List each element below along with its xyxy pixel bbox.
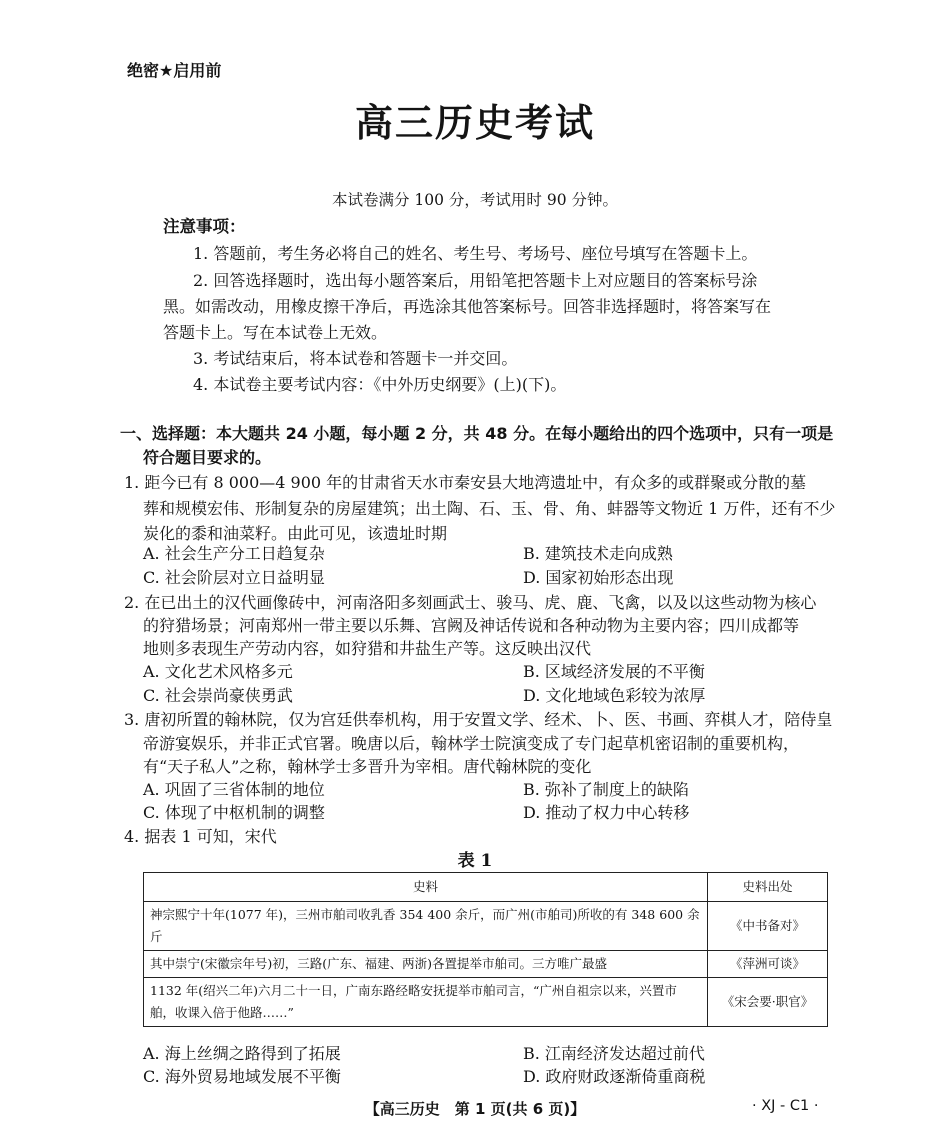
q3-stem-line-2: 帝游宴娱乐，并非正式官署。晚唐以后，翰林学士院演变成了专门起草机密诏制的重要机构， [143,734,800,753]
cell-source-text: 其中崇宁(宋徽宗年号)初，三路(广东、福建、两浙)各置提举市舶司。三方唯广最盛 [144,951,708,978]
note-line-1: 1. 答题前，考生务必将自己的姓名、考生号、考场号、座位号填写在答题卡上。 [193,244,758,263]
table-header-row [144,873,828,902]
table-row [144,902,828,951]
cell-source-origin: 《宋会要·职官》 [708,978,828,1027]
cell-source-text: 神宗熙宁十年(1077 年)，三州市舶司收乳香 354 400 余斤，而广州(市舶司)所收的有 348 600 余斤 [144,902,708,951]
q4-stem-line-1: 4. 据表 1 可知，宋代 [124,827,277,846]
q3-option-b[interactable]: B. 弥补了制度上的缺陷 [523,780,689,799]
q1-stem-line-2: 葬和规模宏伟、形制复杂的房屋建筑；出土陶、石、玉、骨、角、蚌器等文物近 1 万件，还有不少 [143,499,836,518]
paper-code: · XJ - C1 · [752,1098,819,1114]
historical-sources-table [143,872,828,1027]
full-score-note: 本试卷满分 100 分，考试用时 90 分钟。 [331,191,619,209]
cell-source-origin: 《中书备对》 [708,902,828,951]
q2-stem-line-2: 的狩猎场景；河南郑州一带主要以乐舞、宫阙及神话传说和各种动物为主要内容；四川成都等 [143,616,800,635]
q4-option-b[interactable]: B. 江南经济发达超过前代 [523,1044,705,1063]
q2-stem-line-1: 2. 在已出土的汉代画像砖中，河南洛阳多刻画武士、骏马、虎、鹿、飞禽，以及以这些动物为核心 [124,593,817,612]
header-cell-source-text: 史料 [144,873,708,902]
q1-stem-line-1: 1. 距今已有 8 000—4 900 年的甘肃省天水市秦安县大地湾遗址中，有众多的或群聚或分散的墓 [124,473,807,492]
section-heading-line-2: 符合题目要求的。 [143,448,272,467]
q1-option-a[interactable]: A. 社会生产分工日趋复杂 [143,544,325,563]
q2-stem-line-3: 地则多表现生产劳动内容，如狩猎和井盐生产等。这反映出汉代 [143,639,592,658]
q1-option-d[interactable]: D. 国家初始形态出现 [523,568,674,587]
page-footer: 【高三历史 第 1 页(共 6 页)】 [364,1100,586,1118]
q3-stem-line-1: 3. 唐初所置的翰林院，仅为宫廷供奉机构，用于安置文学、经术、卜、医、书画、弈棋人才，陪侍皇 [124,710,833,729]
q2-option-b[interactable]: B. 区域经济发展的不平衡 [523,662,705,681]
q4-option-c[interactable]: C. 海外贸易地域发展不平衡 [143,1067,341,1086]
q2-option-d[interactable]: D. 文化地域色彩较为浓厚 [523,686,706,705]
note-line-2: 2. 回答选择题时，选出每小题答案后，用铅笔把答题卡上对应题目的答案标号涂 [193,271,758,290]
table-row [144,951,828,978]
exam-title: 高三历史考试 [354,101,595,145]
q3-option-c[interactable]: C. 体现了中枢机制的调整 [143,803,325,822]
note-line-6: 4. 本试卷主要考试内容：《中外历史纲要》(上)(下)。 [193,375,567,394]
q4-option-a[interactable]: A. 海上丝绸之路得到了拓展 [143,1044,341,1063]
q1-option-b[interactable]: B. 建筑技术走向成熟 [523,544,673,563]
note-line-4: 答题卡上。写在本试卷上无效。 [163,323,388,342]
secret-mark: 绝密★启用前 [127,61,222,80]
table-caption: 表 1 [457,851,493,871]
q2-option-c[interactable]: C. 社会崇尚豪侠勇武 [143,686,293,705]
cell-source-origin: 《萍洲可谈》 [708,951,828,978]
q2-option-a[interactable]: A. 文化艺术风格多元 [143,662,293,681]
q3-stem-line-3: 有“天子私人”之称，翰林学士多晋升为宰相。唐代翰林院的变化 [143,757,592,776]
q3-option-a[interactable]: A. 巩固了三省体制的地位 [143,780,325,799]
table-row [144,978,828,1027]
q1-option-c[interactable]: C. 社会阶层对立日益明显 [143,568,325,587]
cell-source-text: 1132 年(绍兴二年)六月二十一日，广南东路经略安抚提举市舶司言，“广州自祖宗以来，兴置市舶，收课入倍于他路……” [144,978,708,1027]
q1-stem-line-3: 炭化的黍和油菜籽。由此可见，该遗址时期 [143,524,448,543]
q4-option-d[interactable]: D. 政府财政逐渐倚重商税 [523,1067,706,1086]
section-heading-line-1: 一、选择题：本大题共 24 小题，每小题 2 分，共 48 分。在每小题给出的四个选项中，只有一项是 [120,424,834,443]
notes-heading: 注意事项： [163,217,246,236]
header-cell-source-origin: 史料出处 [708,873,828,902]
q3-option-d[interactable]: D. 推动了权力中心转移 [523,803,690,822]
note-line-3: 黑。如需改动，用橡皮擦干净后，再选涂其他答案标号。回答非选择题时，将答案写在 [163,297,772,316]
note-line-5: 3. 考试结束后，将本试卷和答题卡一并交回。 [193,349,518,368]
